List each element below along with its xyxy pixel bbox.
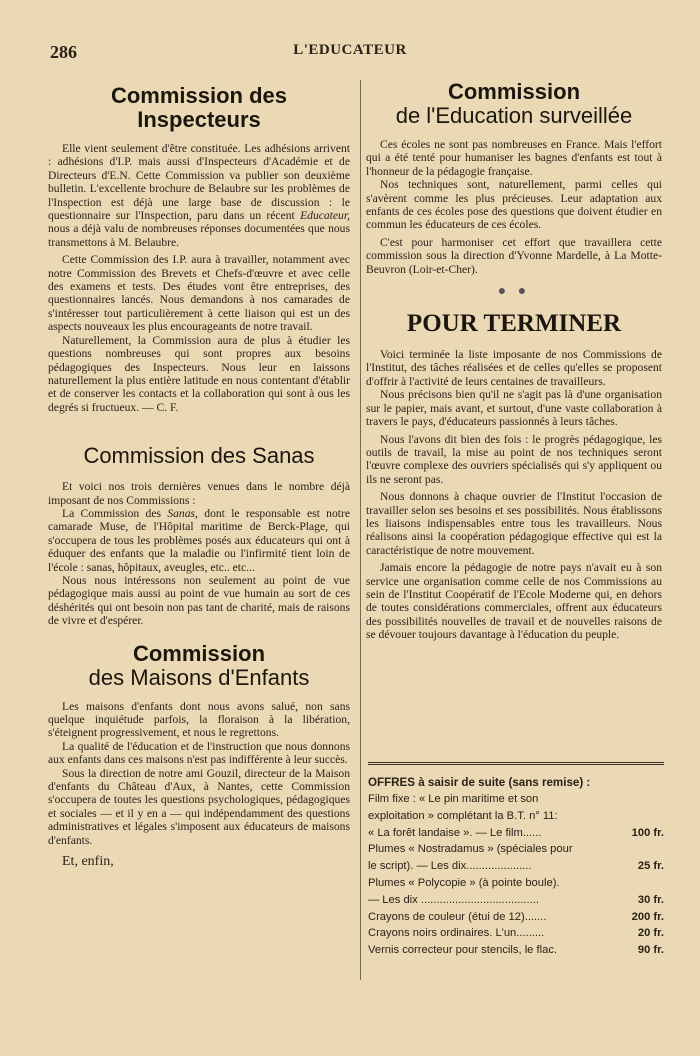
offer-label: le script). — Les dix.....................	[368, 860, 532, 873]
emphasis: Sanas,	[167, 506, 198, 520]
offer-price: 90 fr.	[637, 944, 664, 957]
offer-line	[368, 892, 664, 909]
offer-line	[368, 825, 664, 842]
paragraph: Jamais encore la pédagogie de notre pays n'avait eu à son service une organisation comme celle de nos Commissions au sein de l'Institut Coopératif de l'Ecole Moderne qui, en dehors de toutes considérations commerciales, offrent aux éducateurs des possibilités nouvelles de travail et de nouvelles raisons de se dévouer toujours davantage à l'éducation du peuple.	[366, 561, 662, 642]
paragraph: La qualité de l'éducation et de l'instruction que nous donnons aux enfants dans ces maisons n'est pas indifférente à leur succès.	[48, 739, 350, 767]
closing-line: Et, enfin,	[62, 854, 114, 870]
offer-price: 30 fr.	[637, 893, 664, 906]
paragraph-text: La Commission des	[62, 506, 161, 520]
section-title-line: Commission	[132, 640, 266, 666]
offer-line	[368, 909, 664, 926]
paragraph: Ces écoles ne sont pas nombreuses en France. Mais l'effort qui a été tenté pour humaniser les bagnes d'enfants est tout à l'honneur de la pédagogie française.	[366, 138, 662, 178]
section-title-maisons	[48, 642, 350, 690]
page-header	[0, 42, 700, 66]
paragraph	[48, 507, 350, 574]
offer-price	[660, 841, 664, 858]
paragraph-text: nous a déjà valu de nombreuses réponses documentées que nous transmettons à M. Belaubre.	[48, 222, 350, 249]
offer-label: « La forêt landaise ». — Le film......	[368, 826, 542, 839]
paragraph: Nos techniques sont, naturellement, parmi celles qui s'avèrent comme les plus précieuses. Leur adaptation aux enfants de ces écoles pose des questions que doivent étudier en commun les éducateurs de ces écoles.	[366, 178, 662, 232]
paragraph: Et voici nos trois dernières venues dans le nombre déjà imposant de nos Commissions :	[48, 480, 350, 507]
offer-line	[368, 791, 664, 808]
offer-label: Vernis correcteur pour stencils, le flac.	[368, 944, 558, 957]
paragraph: C'est pour harmoniser cet effort que travaillera cette commission sous la direction d'Yvonne Mardelle, à La Motte-Beuvron (Loir-et-Cher).	[366, 235, 662, 276]
offer-price	[660, 808, 664, 825]
offer-label: Crayons noirs ordinaires. L'un.........	[368, 927, 545, 940]
offer-line	[368, 808, 664, 825]
offer-label: Plumes « Polycopie » (à pointe boule).	[368, 876, 560, 889]
paragraph: Sous la direction de notre ami Gouzil, directeur de la Maison d'enfants du Château d'Aux, à Nantes, cette Commission s'occupera de toutes les questions psychologiques, pédagogiques et sociales — et il y en a — qui indépendamment des questions administratives et légales s'imposent aux éducateurs de maisons d'enfants.	[48, 766, 350, 847]
paragraph: Cette Commission des I.P. aura à travailler, notamment avec notre Commission des Brevets et Chefs-d'œuvre et avec celle des examens et tests. Des études vont être entreprises, des questionnaires lancés. Nous demandons à nos camarades de s'intéresser tout particulièrement à cette liaison qui est un des aspects nouveaux les plus encourageants de notre travail.	[48, 253, 350, 334]
section-title-line: de l'Education surveillée	[395, 103, 633, 128]
offer-label: Film fixe : « Le pin maritime et son	[368, 793, 539, 805]
offer-line	[368, 858, 664, 875]
paragraph: Voici terminée la liste imposante de nos Commissions de l'Institut, des tâches réalisées et de celles qu'elles se proposent d'offrir à l'activité de leurs centaines de travailleurs.	[366, 348, 662, 388]
offer-line	[368, 942, 664, 959]
offer-label: Crayons de couleur (étui de 12).......	[368, 910, 547, 923]
offer-line	[368, 841, 664, 858]
emphasis: Educateur,	[300, 209, 350, 223]
separator-dots: ● ●	[497, 284, 531, 300]
section-title-line: des Maisons d'Enfants	[88, 664, 310, 690]
section-title-sanas: Commission des Sanas	[83, 443, 315, 469]
offer-price	[660, 791, 664, 808]
section-title-line: Commission	[447, 79, 581, 104]
section-title-pour-terminer: POUR TERMINER	[406, 310, 622, 338]
offers-box	[368, 762, 664, 959]
paragraph-text: Elle vient seulement d'être constituée. Les adhésions arrivent : adhésions d'I.P. mais aussi d'Inspecteurs d'Académie et de Directeurs d'E.N. Cette Commission va publier son deuxième bulletin. L'excellente brochure de Belaubre sur les problèmes de l'Inspection est déjà une large base de discussion : le questionnaire sur l'Inspection, paru dans un récent	[48, 142, 350, 223]
paragraph-text: dont le responsable est notre camarade Muse, de l'Hôpital maritime de Berck-Plage, qui s'occupera de tous les problèmes posés aux éducateurs qui ont à éduquer des enfants que la maladie ou l'infirmité tient loin de l'école : sanas, hôpitaux, aveugles, etc.. etc...	[48, 506, 351, 574]
offer-label: — Les dix ......................................	[368, 893, 539, 906]
offers-title: OFFRES à saisir de suite (sans remise) :	[368, 776, 591, 789]
paragraph: Nous donnons à chaque ouvrier de l'Institut l'occasion de travailler selon ses besoins et ses possibilités. Nous établissons les liaisons indispensables entre tous les travailleurs. Nous réalisons ainsi la coopération pédagogique effective qui est la caractéristique de notre mouvement.	[366, 490, 662, 557]
paragraph: Nous précisons bien qu'il ne s'agit pas là d'une organisation sur le papier, mais avant, et surtout, d'une vaste collaboration à travers le pays, d'éducateurs passionnés à leurs tâches.	[366, 388, 662, 429]
section-title-inspecteurs: Commission des Inspecteurs	[110, 83, 288, 132]
left-column	[48, 80, 350, 868]
paragraph	[48, 142, 350, 249]
offer-price: 20 fr.	[637, 927, 664, 940]
offer-label: Plumes « Nostradamus » (spéciales pour	[368, 843, 573, 856]
page-number: 286	[50, 42, 77, 62]
section-title-education-surveillee	[366, 80, 662, 128]
offer-price: 25 fr.	[637, 860, 664, 873]
offer-line	[368, 925, 664, 942]
right-column	[366, 80, 662, 642]
offer-price	[660, 875, 664, 892]
offer-price: 100 fr.	[631, 826, 664, 839]
paragraph: Nous l'avons dit bien des fois : le progrès pédagogique, les outils de travail, la mise au point de nos techniques seront l'œuvre complexe des ouvriers spécialisés qui s'y appliquent ou ils ne seront pas.	[366, 432, 662, 486]
column-divider	[360, 80, 361, 980]
paragraph: Naturellement, la Commission aura de plus à étudier les questions nombreuses qui sont propres aux besoins pédagogiques des Inspecteurs. Nous leur en laissons naturellement la plus entière latitude en nous contentant d'établir et de conserver les contacts et la collaboration qui sont à ous les degrés si fructueux. — C. F.	[48, 333, 350, 414]
paragraph: Nous nous intéressons non seulement au point de vue pédagogique mais aussi au point de vue humain au sort de ces déshérités qui ont besoin non pas tant de charité, mais de raisons de vivre et d'espérer.	[48, 573, 350, 628]
offer-label: exploitation » complétant la B.T. n° 11:	[368, 809, 558, 822]
offer-line	[368, 875, 664, 892]
paragraph: Les maisons d'enfants dont nous avons salué, non sans quelque inquiétude parfois, la floraison à la libération, s'éteignent progressivement, et nous le regrettons.	[48, 699, 350, 740]
offer-price: 200 fr.	[631, 910, 664, 923]
running-title: L'EDUCATEUR	[293, 42, 407, 58]
